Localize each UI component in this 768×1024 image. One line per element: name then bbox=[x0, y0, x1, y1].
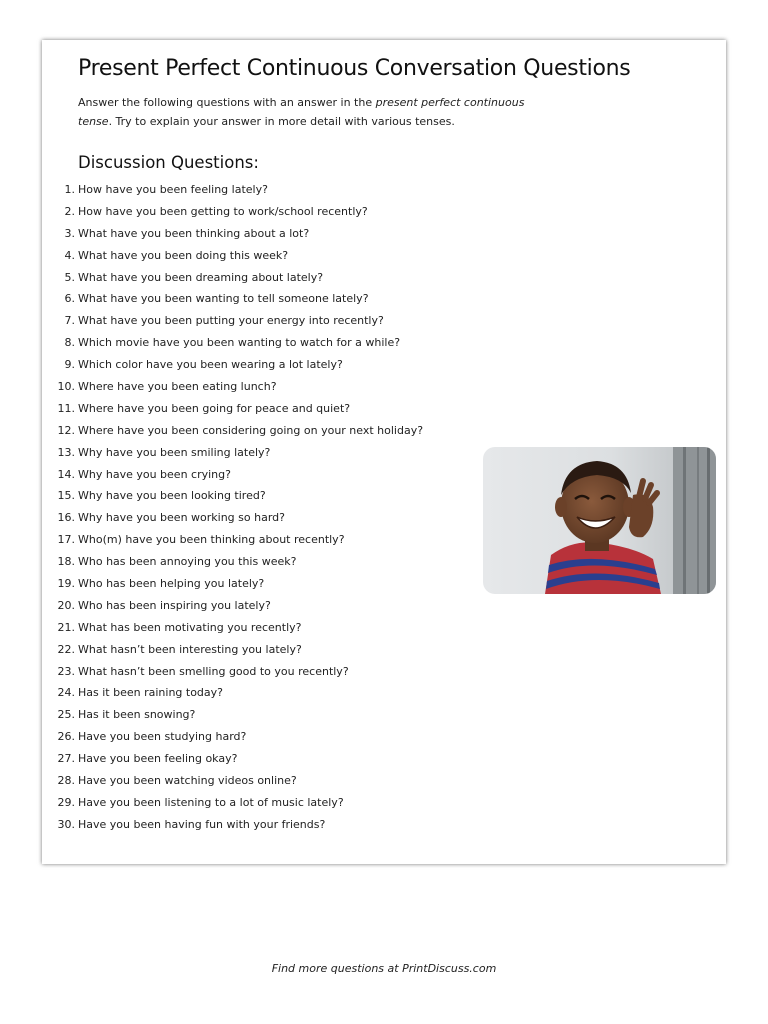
question-number: 27. bbox=[57, 752, 75, 766]
question-item bbox=[42, 442, 423, 464]
question-number: 3. bbox=[64, 226, 75, 240]
page-title: Present Perfect Continuous Conversation Questions bbox=[78, 56, 631, 81]
question-text: Have you been studying hard? bbox=[78, 730, 247, 744]
question-item bbox=[42, 267, 423, 289]
question-number: 23. bbox=[57, 664, 75, 678]
question-number: 28. bbox=[57, 774, 75, 788]
question-number: 10. bbox=[57, 380, 75, 394]
question-number: 2. bbox=[64, 204, 75, 218]
question-number: 8. bbox=[64, 336, 75, 350]
question-text: Where have you been eating lunch? bbox=[78, 380, 277, 394]
question-item bbox=[42, 661, 423, 683]
question-item bbox=[42, 354, 423, 376]
section-heading: Discussion Questions: bbox=[78, 153, 259, 172]
instructions-text-start: Answer the following questions with an answer in the bbox=[78, 96, 376, 109]
question-item bbox=[42, 288, 423, 310]
question-number: 7. bbox=[64, 314, 75, 328]
question-number: 20. bbox=[57, 598, 75, 612]
question-item bbox=[42, 223, 423, 245]
question-number: 19. bbox=[57, 577, 75, 591]
question-number: 30. bbox=[57, 817, 75, 831]
question-text: What have you been putting your energy into recently? bbox=[78, 314, 384, 328]
question-number: 1. bbox=[64, 183, 75, 196]
question-text: Where have you been considering going on your next holiday? bbox=[78, 423, 424, 437]
question-text: Have you been having fun with your friends? bbox=[78, 817, 326, 831]
question-item bbox=[42, 179, 423, 201]
question-text: Who has been helping you lately? bbox=[78, 577, 265, 591]
question-item bbox=[42, 201, 423, 223]
question-item bbox=[42, 332, 423, 354]
question-item bbox=[42, 529, 423, 551]
question-text: Have you been feeling okay? bbox=[78, 752, 238, 766]
question-text: Who(m) have you been thinking about recently? bbox=[78, 533, 345, 547]
question-item bbox=[42, 726, 423, 748]
question-text: What hasn’t been smelling good to you recently? bbox=[78, 664, 349, 678]
question-number: 4. bbox=[64, 248, 75, 262]
instructions bbox=[78, 93, 538, 131]
footer-note: Find more questions at PrintDiscuss.com bbox=[271, 962, 497, 975]
question-text: What have you been wanting to tell someone lately? bbox=[78, 292, 369, 306]
question-text: What hasn’t been interesting you lately? bbox=[78, 642, 302, 656]
question-list bbox=[42, 179, 423, 836]
instructions-text-end: . Try to explain your answer in more detail with various tenses. bbox=[108, 115, 455, 128]
question-number: 29. bbox=[57, 795, 75, 809]
question-item bbox=[42, 770, 423, 792]
question-text: Which movie have you been wanting to watch for a while? bbox=[78, 336, 401, 350]
question-text: Have you been watching videos online? bbox=[78, 774, 297, 788]
question-item bbox=[42, 595, 423, 617]
question-number: 25. bbox=[57, 708, 75, 722]
question-text: Why have you been looking tired? bbox=[78, 489, 266, 503]
question-number: 6. bbox=[64, 292, 75, 306]
question-item bbox=[42, 398, 423, 420]
question-item bbox=[42, 617, 423, 639]
question-item bbox=[42, 748, 423, 770]
question-number: 18. bbox=[57, 555, 75, 569]
question-number: 14. bbox=[57, 467, 75, 481]
smiling-child-photo bbox=[483, 447, 716, 594]
question-item bbox=[42, 682, 423, 704]
question-text: What have you been doing this week? bbox=[78, 248, 289, 262]
question-number: 17. bbox=[57, 533, 75, 547]
question-text: What have you been thinking about a lot? bbox=[78, 226, 310, 240]
question-number: 5. bbox=[64, 270, 75, 284]
question-text: Has it been raining today? bbox=[78, 686, 224, 700]
question-text: How have you been feeling lately? bbox=[78, 183, 268, 196]
question-item bbox=[42, 420, 423, 442]
question-item bbox=[42, 310, 423, 332]
question-item bbox=[42, 814, 423, 836]
question-item bbox=[42, 485, 423, 507]
question-number: 15. bbox=[57, 489, 75, 503]
question-number: 13. bbox=[57, 445, 75, 459]
question-item bbox=[42, 573, 423, 595]
question-number: 22. bbox=[57, 642, 75, 656]
worksheet-page bbox=[42, 40, 726, 864]
question-number: 26. bbox=[57, 730, 75, 744]
question-number: 24. bbox=[57, 686, 75, 700]
question-item bbox=[42, 464, 423, 486]
question-item bbox=[42, 551, 423, 573]
question-text: What has been motivating you recently? bbox=[78, 620, 302, 634]
question-text: Who has been annoying you this week? bbox=[78, 555, 297, 569]
question-item bbox=[42, 245, 423, 267]
question-number: 21. bbox=[57, 620, 75, 634]
instructions-emphasis: present perfect continuous tense bbox=[78, 96, 525, 128]
question-text: How have you been getting to work/school recently? bbox=[78, 204, 368, 218]
question-text: Where have you been going for peace and quiet? bbox=[78, 401, 351, 415]
question-text: Why have you been working so hard? bbox=[78, 511, 285, 525]
question-number: 16. bbox=[57, 511, 75, 525]
question-item bbox=[42, 507, 423, 529]
question-item bbox=[42, 639, 423, 661]
question-text: Who has been inspiring you lately? bbox=[78, 598, 271, 612]
question-text: What have you been dreaming about lately? bbox=[78, 270, 324, 284]
question-text: Has it been snowing? bbox=[78, 708, 196, 722]
question-item bbox=[42, 704, 423, 726]
question-number: 12. bbox=[57, 423, 75, 437]
question-text: Have you been listening to a lot of music lately? bbox=[78, 795, 344, 809]
question-text: Which color have you been wearing a lot lately? bbox=[78, 358, 343, 372]
question-number: 11. bbox=[57, 401, 75, 415]
question-text: Why have you been smiling lately? bbox=[78, 445, 271, 459]
question-text: Why have you been crying? bbox=[78, 467, 231, 481]
question-item bbox=[42, 792, 423, 814]
question-item bbox=[42, 376, 423, 398]
question-number: 9. bbox=[64, 358, 75, 372]
